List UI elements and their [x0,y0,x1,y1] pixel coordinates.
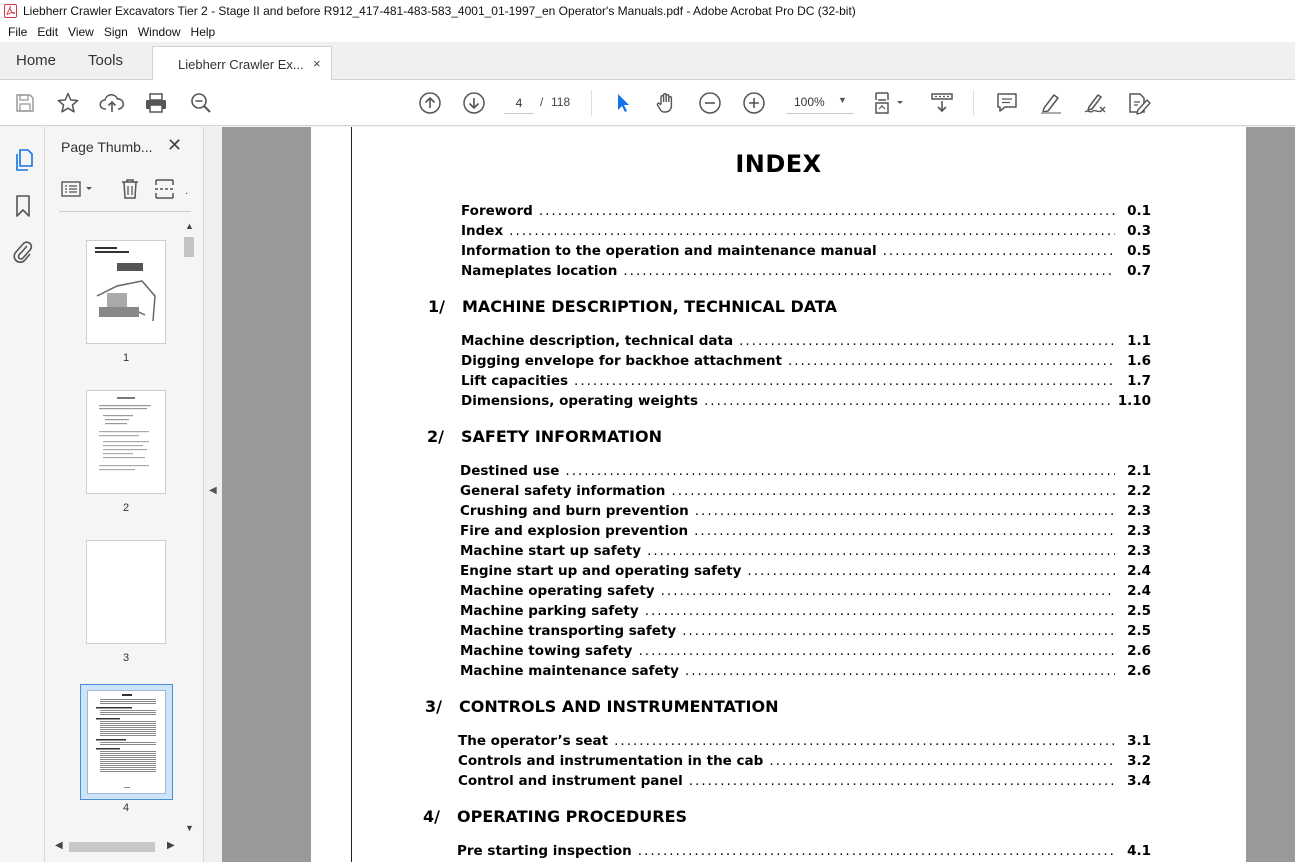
panel-title: Page Thumb... [61,139,153,155]
toc-dot-leader [747,563,1115,579]
zoom-search-icon[interactable] [188,90,214,116]
page-thumbnails-panel [45,127,203,862]
toc-entry-label: Pre starting inspection [457,843,632,859]
toc-entry-label: Digging envelope for backhoe attachment [461,353,782,369]
toc-entry-page: 2.5 [1127,623,1151,639]
toc-entry-page: 2.4 [1127,563,1151,579]
toc-dot-leader [638,643,1115,659]
toc-dot-leader [695,503,1115,519]
section-number: 1/ [428,297,445,316]
section-title[interactable]: MACHINE DESCRIPTION, TECHNICAL DATA [462,297,837,316]
arrow-up-circle-icon[interactable] [417,90,443,116]
toc-entry-label: Dimensions, operating weights [461,393,699,409]
toc-entry[interactable] [461,223,1151,243]
thumbnail-number: 3 [122,652,130,664]
section-number: 3/ [425,697,442,716]
toolbar [0,80,1295,126]
toc-entry-label: Fire and explosion prevention [460,523,689,539]
toc-dot-leader [661,583,1115,599]
panel-collapse-handle[interactable] [203,127,222,862]
toc-entry-label: Machine maintenance safety [460,663,679,679]
toc-entry[interactable] [461,333,1151,353]
zoom-value: 100% [794,95,825,109]
scroll-track [184,237,194,815]
scroll-thumb[interactable] [69,842,155,852]
panel-close-icon[interactable]: ✕ [167,135,183,155]
toc-dot-leader [682,623,1115,639]
tab-document-label: Liebherr Crawler Ex... [178,57,304,72]
toc-entry[interactable] [458,733,1151,753]
scroll-up-icon[interactable]: ▲ [185,221,194,231]
sign-icon[interactable] [1082,90,1108,116]
toc-dot-leader [645,603,1115,619]
toc-entry[interactable] [460,503,1151,523]
toc-entry[interactable] [460,623,1151,643]
menu-view[interactable]: View [68,25,94,39]
toc-dot-leader [565,463,1115,479]
thumbnail-number: 2 [122,502,130,514]
toc-entry-label: Machine operating safety [460,583,655,599]
toc-entry-page: 0.3 [1127,223,1151,239]
cursor-arrow-icon[interactable] [609,90,635,116]
toc-entry-label: Crushing and burn prevention [460,503,689,519]
chevron-down-icon: ▼ [838,95,847,105]
highlight-pen-icon[interactable] [1038,90,1064,116]
hand-icon[interactable] [653,90,679,116]
toc-dot-leader [769,753,1115,769]
extract-page-icon[interactable] [153,177,177,206]
toc-entry-page: 1.10 [1117,393,1151,409]
arrow-down-circle-icon[interactable] [461,90,487,116]
toc-entry-label: Machine parking safety [460,603,639,619]
tab-home[interactable]: Home [16,52,57,69]
toc-dot-leader [739,333,1115,349]
toc-entry-label: General safety information [460,483,666,499]
toc-entry-page: 1.6 [1127,353,1151,369]
toc-dot-leader [539,203,1115,219]
toc-entry-page: 1.1 [1127,333,1151,349]
index-heading: INDEX [735,150,822,178]
delete-page-icon[interactable] [119,177,141,206]
acrobat-pdf-icon [4,4,17,18]
tab-close-icon[interactable]: × [313,56,321,71]
toc-entry-label: Machine start up safety [460,543,642,559]
toc-entry-label: Lift capacities [461,373,569,389]
page-thumbnails-icon[interactable] [10,147,36,173]
section-number: 4/ [423,807,440,826]
toc-entry-page: 3.4 [1127,773,1151,789]
tab-tools[interactable]: Tools [88,52,124,69]
panel-divider [59,211,191,212]
page-total: 118 [551,95,571,109]
scroll-down-icon[interactable]: ▼ [185,823,194,833]
toolbar-divider [973,90,974,116]
edit-pdf-icon[interactable] [1126,90,1152,116]
scroll-right-icon[interactable]: ▶ [167,840,175,851]
bookmark-icon[interactable] [10,193,36,219]
toc-dot-leader [574,373,1115,389]
toc-entry-page: 0.7 [1127,263,1151,279]
toc-dot-leader [623,263,1115,279]
scroll-mode-icon[interactable] [929,90,955,116]
toc-entry[interactable] [460,523,1151,543]
thumbnail-page-1[interactable] [86,240,166,344]
toc-dot-leader [647,543,1115,559]
toc-entry-label: Machine towing safety [460,643,633,659]
toc-entry-label: Index [461,223,504,239]
toc-entry-label: Foreword [461,203,533,219]
toc-entry[interactable] [460,643,1151,663]
thumbnail-vertical-scrollbar[interactable] [182,219,196,837]
menu-file[interactable]: File [8,25,28,39]
menu-bar [0,22,1295,42]
collapse-left-icon: ◀ [209,485,217,496]
comment-icon[interactable] [994,90,1020,116]
toc-entry-label: Engine start up and operating safety [460,563,742,579]
toc-entry-page: 2.2 [1127,483,1151,499]
toolbar-divider [591,90,592,116]
toc-dot-leader [638,843,1115,859]
thumbnail-page-4-selected[interactable] [80,684,173,800]
toc-entry[interactable] [461,243,1151,263]
section-title[interactable]: SAFETY INFORMATION [461,427,662,446]
toc-dot-leader [614,733,1115,749]
toc-entry-page: 3.2 [1127,753,1151,769]
toc-entry[interactable] [458,753,1151,773]
toc-entry-page: 2.3 [1127,503,1151,519]
menu-edit[interactable]: Edit [37,25,59,39]
toc-entry-label: The operator’s seat [458,733,609,749]
menu-sign[interactable]: Sign [103,25,128,39]
toc-entry-label: Information to the operation and maintenance manual [461,243,877,259]
toc-entry-page: 2.5 [1127,603,1151,619]
toc-dot-leader [671,483,1115,499]
save-icon[interactable] [12,90,38,116]
more-tools-icon[interactable]: . [185,183,189,197]
toc-entry[interactable] [460,563,1151,583]
toc-entry[interactable] [460,463,1151,483]
panel-toolbar [59,177,191,201]
toc-entry[interactable] [460,583,1151,603]
star-icon[interactable] [55,90,81,116]
toc-entry-page: 0.1 [1127,203,1151,219]
thumbnail-number: 1 [122,352,130,364]
menu-help[interactable]: Help [190,25,216,39]
attachment-icon[interactable] [10,239,36,265]
tab-bar [0,42,1295,80]
toc-dot-leader [883,243,1115,259]
toc-entry-label: Controls and instrumentation in the cab [458,753,764,769]
page-margin-line [351,127,352,862]
fit-page-icon[interactable] [872,90,908,116]
toc-dot-leader [788,353,1115,369]
toc-entry-label: Destined use [460,463,560,479]
thumbnail-page-2[interactable] [86,390,166,494]
section-title[interactable]: CONTROLS AND INSTRUMENTATION [459,697,779,716]
thumbnail-options-icon[interactable] [61,179,97,204]
toc-entry-page: 1.7 [1127,373,1151,389]
print-icon[interactable] [143,90,169,116]
page-separator: / [540,95,544,109]
toc-entry[interactable] [461,263,1151,283]
zoom-out-icon[interactable] [697,90,723,116]
pdf-page [311,127,1246,862]
toc-dot-leader [704,393,1112,409]
toc-entry[interactable] [461,393,1151,413]
toc-entry[interactable] [460,543,1151,563]
left-navigation-rail [0,127,45,862]
toc-entry-label: Nameplates location [461,263,618,279]
toc-entry[interactable] [460,483,1151,503]
toc-entry-page: 0.5 [1127,243,1151,259]
toc-entry-page: 3.1 [1127,733,1151,749]
zoom-in-icon[interactable] [741,90,767,116]
toc-entry[interactable] [457,843,1151,862]
title-bar [0,0,1295,22]
menu-window[interactable]: Window [137,25,181,39]
window-title: Liebherr Crawler Excavators Tier 2 - Stage II and before R912_417-481-483-583_4001_01-1997_en Operator's Manuals.pdf - Adobe Acrobat Pro DC (32-bit) [23,4,856,18]
tab-document[interactable] [152,46,332,81]
toc-entry-page: 2.4 [1127,583,1151,599]
toc-entry-page: 4.1 [1127,843,1151,859]
toc-entry[interactable] [461,373,1151,393]
upload-icon[interactable] [99,90,125,116]
toc-entry-page: 2.6 [1127,663,1151,679]
toc-entry[interactable] [460,603,1151,623]
toc-entry-page: 2.1 [1127,463,1151,479]
toc-dot-leader [689,773,1115,789]
thumbnail-horizontal-scrollbar[interactable] [51,839,181,855]
toc-entry[interactable] [458,773,1151,793]
toc-dot-leader [694,523,1115,539]
toc-entry-label: Machine transporting safety [460,623,677,639]
scroll-thumb[interactable] [184,237,194,257]
thumbnail-page-3[interactable] [86,540,166,644]
zoom-level-select[interactable] [786,92,854,114]
toc-entry-label: Control and instrument panel [458,773,683,789]
scroll-left-icon[interactable]: ◀ [55,840,63,851]
toc-entry[interactable] [461,203,1151,223]
toc-entry[interactable] [460,663,1151,683]
toc-dot-leader [509,223,1115,239]
section-number: 2/ [427,427,444,446]
thumbnail-number: 4 [122,802,130,814]
toc-entry-page: 2.6 [1127,643,1151,659]
toc-entry-label: Machine description, technical data [461,333,734,349]
toc-entry-page: 2.3 [1127,543,1151,559]
section-title[interactable]: OPERATING PROCEDURES [457,807,688,826]
page-number-input[interactable] [504,92,534,114]
toc-entry[interactable] [461,353,1151,373]
toc-dot-leader [685,663,1115,679]
toc-entry-page: 2.3 [1127,523,1151,539]
document-viewer[interactable] [222,127,1295,862]
